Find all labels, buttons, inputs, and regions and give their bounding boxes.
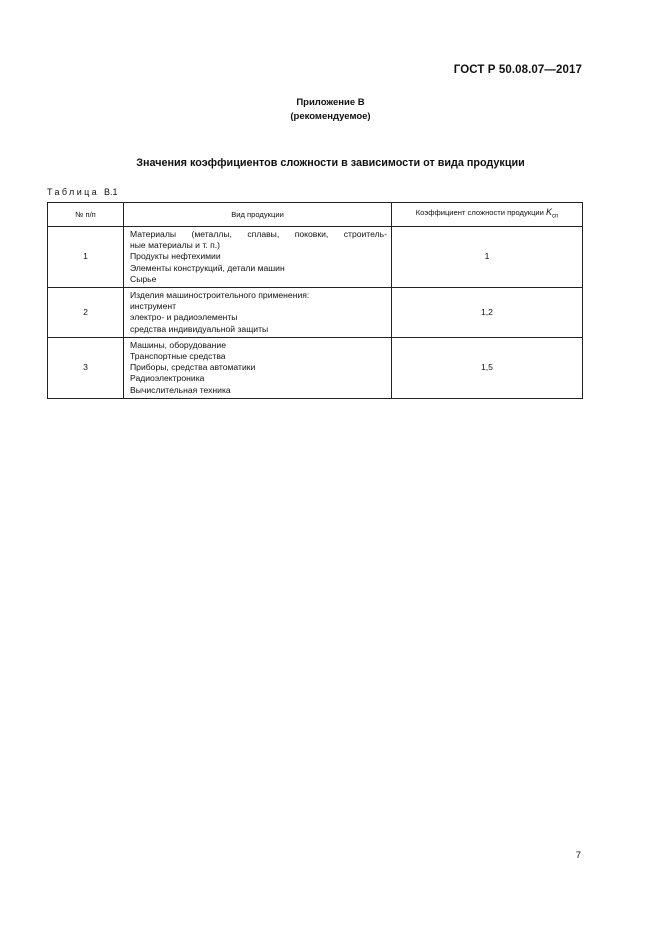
table-row (48, 288, 583, 338)
coefficient-cell: 1,5 (392, 337, 583, 398)
appendix-status: (рекомендуемое) (290, 111, 371, 122)
table-caption (47, 187, 118, 197)
coefficient-cell: 1,2 (392, 288, 583, 338)
header-num: № п/п (48, 203, 124, 227)
header-product-type: Вид продукции (124, 203, 392, 227)
complexity-coefficients-table (47, 202, 583, 399)
table-caption-word: Таблица (47, 187, 100, 197)
page-number: 7 (575, 850, 581, 861)
product-type-cell (124, 337, 392, 398)
product-line: Элементы конструкций, детали машин (130, 262, 285, 273)
appendix-heading (0, 96, 661, 124)
product-line: электро- и радиоэлементы (130, 312, 238, 323)
row-number: 1 (48, 227, 124, 288)
header-coefficient-symbol: K (546, 206, 553, 217)
product-line: средства индивидуальной защиты (130, 323, 269, 334)
table-caption-number: В.1 (104, 187, 118, 197)
appendix-title: Приложение В (296, 97, 365, 108)
coefficient-cell: 1 (392, 227, 583, 288)
section-title: Значения коэффициентов сложности в зависимости от вида продукции (136, 157, 525, 169)
product-type-cell (124, 288, 392, 338)
table-header-row (48, 203, 583, 227)
document-number: ГОСТ Р 50.08.07—2017 (453, 64, 582, 76)
row-number: 2 (48, 288, 124, 338)
table-row (48, 337, 583, 398)
product-line: инструмент (130, 301, 177, 312)
product-line: Сырье (130, 273, 157, 284)
product-line: Машины, оборудование (130, 339, 226, 350)
product-type-cell (124, 227, 392, 288)
header-coefficient-subscript: сп (552, 213, 559, 220)
header-coefficient (392, 203, 583, 227)
product-line: Радиоэлектроника (130, 373, 205, 384)
row-number: 3 (48, 337, 124, 398)
product-line: Продукты нефтехимии (130, 251, 221, 262)
product-line: Изделия машиностроительного применения: (130, 290, 310, 301)
product-line: Материалы (металлы, сплавы, поковки, строитель- (130, 229, 387, 239)
product-line: Приборы, средства автоматики (130, 362, 256, 373)
table-row (48, 227, 583, 288)
product-line: Транспортные средства (130, 351, 226, 362)
product-line: ные материалы и т. п.) (130, 240, 220, 251)
product-line: Вычислительная техника (130, 384, 231, 395)
header-coefficient-text: Коэффициент сложности продукции (415, 207, 547, 217)
